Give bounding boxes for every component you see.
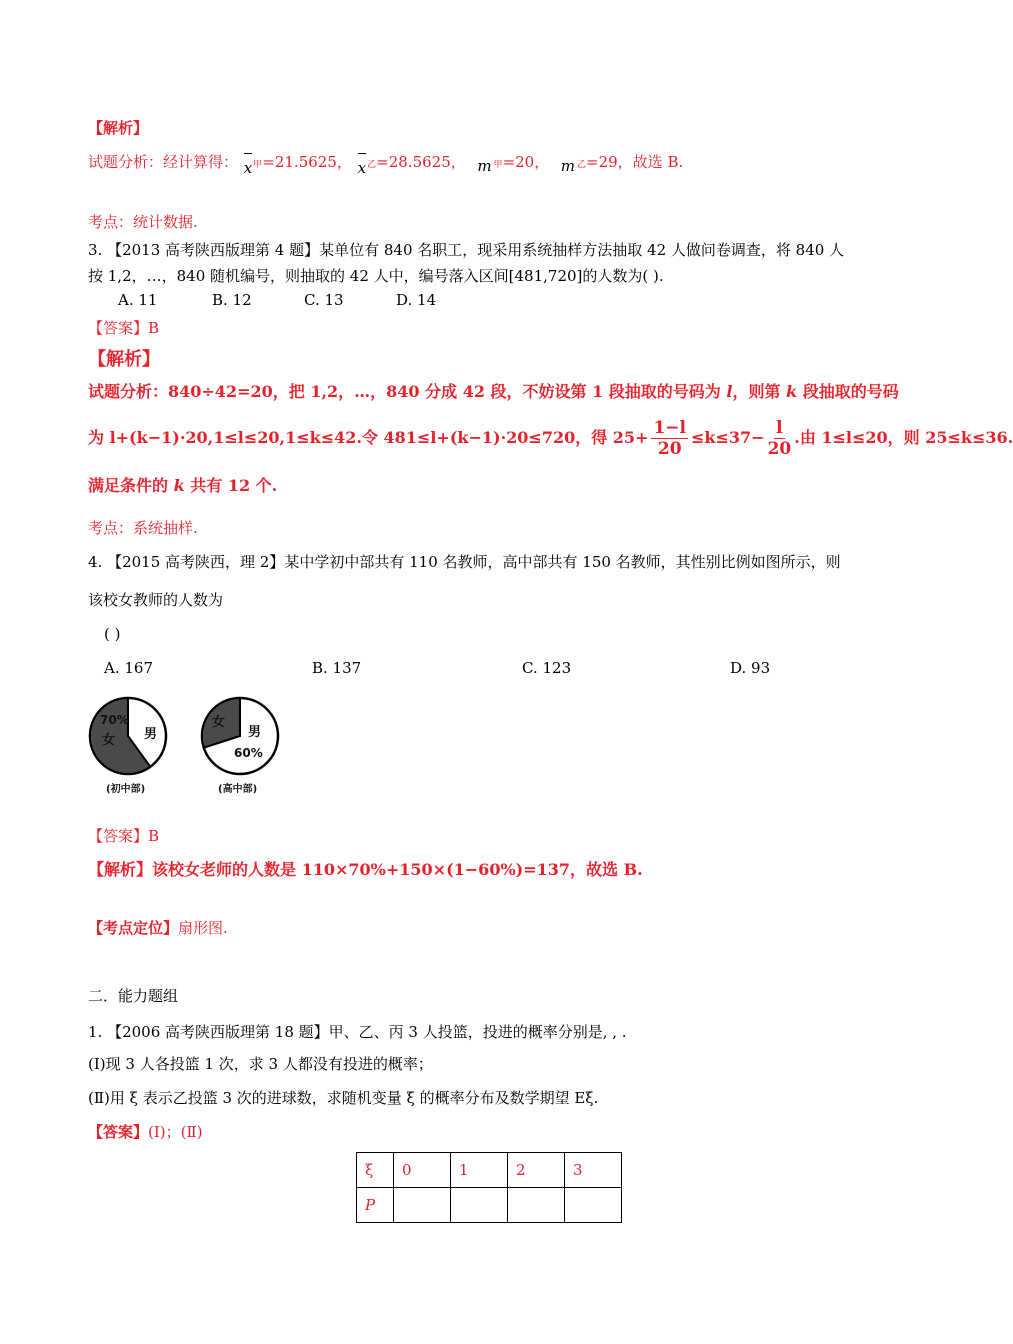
junior-male-label: 男 (144, 727, 158, 742)
q3-stem-1: 3. 【2013 高考陕西版理第 4 题】某单位有 840 名职工，现采用系统抽样方法抽取 42 人做问卷调查，将 840 人 (88, 241, 845, 259)
kaodian-line: 考点：统计数据. (88, 213, 198, 231)
xbar-symbol: x (357, 159, 367, 177)
table-cell (394, 1188, 451, 1223)
s2-q1-part2: (Ⅱ)用 ξ 表示乙投篮 3 次的进球数，求随机变量 ξ 的概率分布及数学期望 Eξ. (88, 1089, 599, 1107)
analysis-text: 试题分析：经计算得： (88, 153, 239, 171)
table-header-cell: 1 (451, 1153, 508, 1188)
q4-analysis-text: 该校女老师的人数是 110×70%+150×(1−60%)=137，故选 B. (152, 860, 643, 879)
q4-kaodian-text: 扇形图. (178, 919, 228, 937)
q4-option-a: A. 167 (104, 659, 153, 677)
q4-option-d: D. 93 (730, 659, 771, 677)
junior-caption: (初中部) (106, 784, 146, 795)
q3-option-a: A. 11 (118, 291, 158, 309)
senior-caption: (高中部) (218, 784, 258, 795)
senior-male-pct: 60% (234, 746, 263, 760)
q3-stem-2: 按 1,2，…，840 随机编号，则抽取的 42 人中，编号落入区间[481,720]的人数为( ). (88, 267, 664, 285)
s2-q1-stem: 1. 【2006 高考陕西版理第 18 题】甲、乙、丙 3 人投篮，投进的概率分别是, , . (88, 1023, 627, 1041)
q3-analysis-line-1: 试题分析：840÷42=20，把 1,2，…，840 分成 42 段，不妨设第 1 段抽取的号码为 l，则第 k 段抽取的号码 (88, 382, 899, 401)
q4-option-c: C. 123 (522, 659, 572, 677)
q3-answer: 【答案】B (88, 319, 160, 337)
distribution-table (356, 1152, 622, 1223)
fraction: $\frac{l}{20}$ (767, 418, 792, 459)
junior-pie-chart (90, 698, 166, 795)
q3-analysis-line-3: 满足条件的 k 共有 12 个. (88, 476, 278, 495)
table-header-cell: 2 (508, 1153, 565, 1188)
q4-analysis (88, 860, 643, 880)
q4-analysis-label: 【解析】 (88, 860, 153, 879)
table-cell (451, 1188, 508, 1223)
q3-option-d: D. 14 (396, 291, 437, 309)
median-symbol: m (560, 157, 575, 175)
table-row (357, 1188, 622, 1223)
q4-option-b: B. 137 (312, 659, 362, 677)
q3-kaodian: 考点：系统抽样. (88, 519, 198, 537)
q3-analysis-heading: 【解析】 (88, 349, 160, 370)
q4-stem-2: 该校女教师的人数为 (88, 591, 224, 609)
gender-pie-charts (86, 694, 286, 798)
q3-analysis-line-2: 为 l+(k−1)·20,1≤l≤20,1≤k≤42.令 481≤l+(k−1)·20≤720，得 25+ $\frac{1-l}{20}$ ≤k≤37− $\frac{l}{20}$ .由 1≤l≤20，则 25≤k≤36. (88, 418, 1013, 459)
s2-answer-label: 【答案】 (88, 1123, 149, 1141)
senior-pie-chart (202, 698, 278, 795)
table-cell (565, 1188, 622, 1223)
table-row-label-p: P (357, 1188, 394, 1223)
senior-female-label: 女 (212, 715, 226, 730)
analysis-line: 试题分析：经计算得： x甲=21.5625， x乙=28.5625， m 甲=20， m 乙=29，故选 B. (88, 153, 684, 177)
median-symbol: m (477, 157, 492, 175)
q4-paren: ( ) (104, 625, 121, 643)
table-header-xi: ξ (357, 1153, 394, 1188)
s2-q1-answer (88, 1122, 203, 1142)
q4-kaodian-label: 【考点定位】 (88, 919, 179, 937)
q3-option-c: C. 13 (304, 291, 344, 309)
s2-q1-part1: (Ⅰ)现 3 人各投篮 1 次，求 3 人都没有投进的概率； (88, 1055, 433, 1073)
q4-answer: 【答案】B (88, 827, 160, 845)
junior-female-pct: 70% (100, 713, 129, 727)
table-header-cell: 3 (565, 1153, 622, 1188)
analysis-heading: 【解析】 (88, 119, 149, 137)
q4-stem-1: 4. 【2015 高考陕西，理 2】某中学初中部共有 110 名教师，高中部共有 150 名教师，其性别比例如图所示，则 (88, 553, 841, 571)
table-row (357, 1153, 622, 1188)
q3-option-b: B. 12 (212, 291, 252, 309)
s2-answer-text: (Ⅰ)；(Ⅱ) (148, 1123, 203, 1141)
table-header-cell: 0 (394, 1153, 451, 1188)
junior-female-label: 女 (102, 733, 116, 748)
section-heading: 二．能力题组 (88, 987, 179, 1005)
senior-male-label: 男 (248, 725, 262, 740)
fraction: $\frac{1-l}{20}$ (653, 418, 686, 459)
table-cell (508, 1188, 565, 1223)
q4-kaodian (88, 918, 228, 938)
xbar-symbol: x (243, 159, 253, 177)
